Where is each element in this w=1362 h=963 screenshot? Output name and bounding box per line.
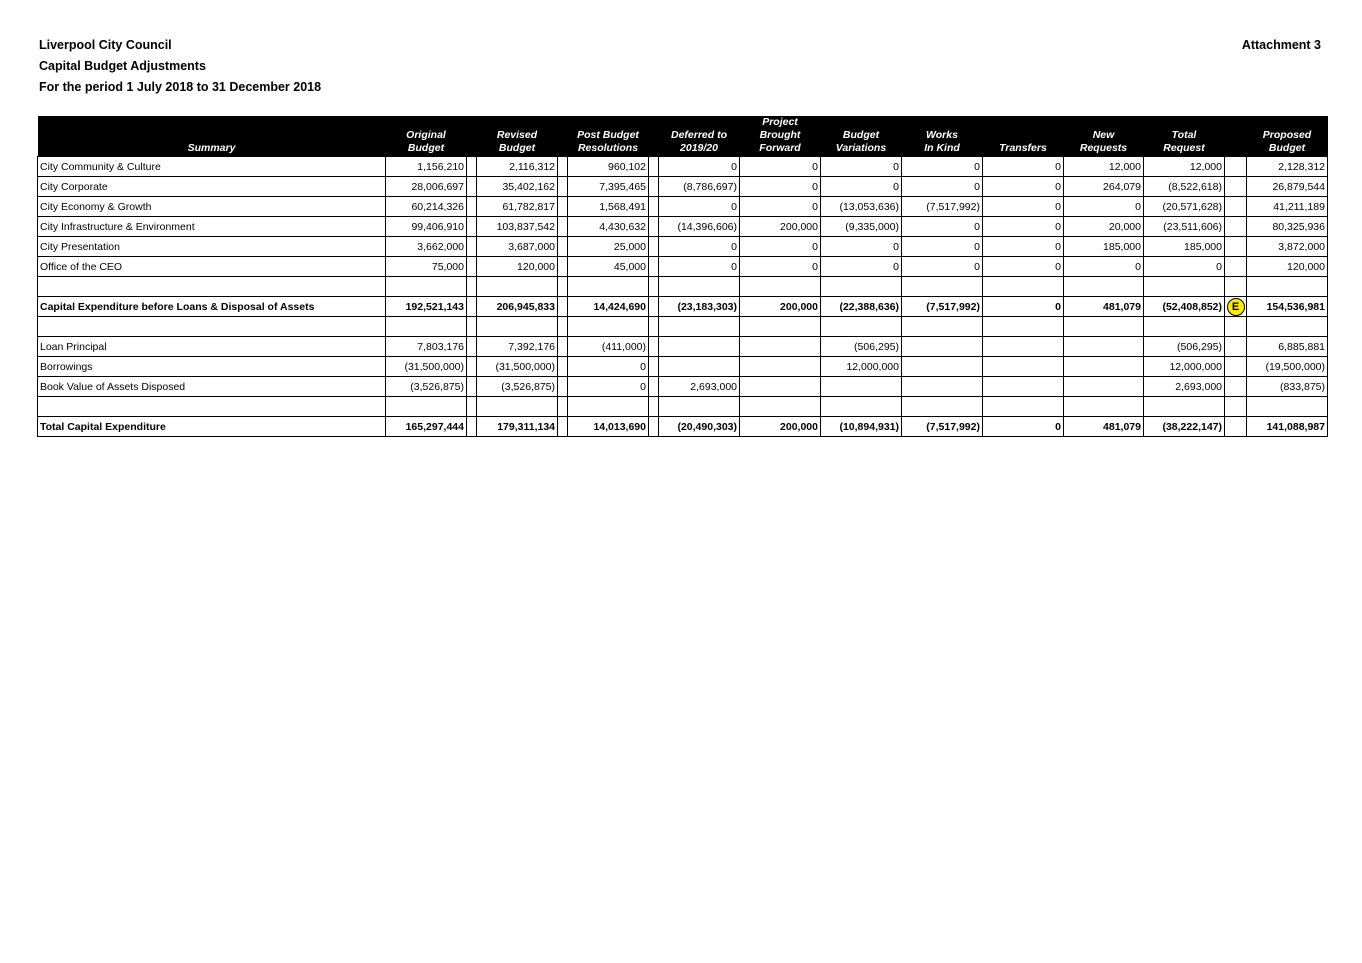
cell-deferred: (8,786,697)	[659, 177, 740, 197]
cell-deferred	[659, 337, 740, 357]
cell-proposed: (833,875)	[1247, 377, 1328, 397]
spacer-cell	[649, 177, 659, 197]
spacer-cell	[649, 377, 659, 397]
spacer-cell	[558, 177, 568, 197]
cell-transfers: 0	[983, 297, 1064, 317]
cell-works: 0	[902, 257, 983, 277]
cell-post	[568, 277, 649, 297]
table-row	[38, 297, 1328, 317]
cell-total: (20,571,628)	[1144, 197, 1225, 217]
cell-proposed: 80,325,936	[1247, 217, 1328, 237]
spacer-cell	[649, 197, 659, 217]
cell-project: 200,000	[740, 297, 821, 317]
cell-revised: (3,526,875)	[477, 377, 558, 397]
cell-revised: 61,782,817	[477, 197, 558, 217]
cell-variations: 0	[821, 237, 902, 257]
cell-deferred: (23,183,303)	[659, 297, 740, 317]
cell-revised: 206,945,833	[477, 297, 558, 317]
spacer-cell	[649, 237, 659, 257]
cell-deferred: 0	[659, 257, 740, 277]
table-body	[38, 157, 1328, 437]
cell-original: 165,297,444	[386, 417, 467, 437]
col-header-post-budget-resolutions: Post Budget Resolutions	[568, 116, 649, 157]
cell-proposed: 41,211,189	[1247, 197, 1328, 217]
cell-variations: 12,000,000	[821, 357, 902, 377]
spacer-cell	[558, 277, 568, 297]
cell-newreq: 481,079	[1064, 297, 1144, 317]
cell-proposed: (19,500,000)	[1247, 357, 1328, 377]
cell-proposed: 141,088,987	[1247, 417, 1328, 437]
table-row	[38, 317, 1328, 337]
cell-works	[902, 357, 983, 377]
cell-transfers	[983, 317, 1064, 337]
cell-total: 2,693,000	[1144, 377, 1225, 397]
cell-project	[740, 277, 821, 297]
cell-newreq: 20,000	[1064, 217, 1144, 237]
cell-deferred: (14,396,606)	[659, 217, 740, 237]
row-label: Office of the CEO	[38, 257, 386, 277]
cell-variations: (9,335,000)	[821, 217, 902, 237]
spacer-cell	[558, 317, 568, 337]
cell-project	[740, 337, 821, 357]
cell-post: 4,430,632	[568, 217, 649, 237]
spacer-cell	[467, 397, 477, 417]
row-label: City Presentation	[38, 237, 386, 257]
row-label: Total Capital Expenditure	[38, 417, 386, 437]
cell-total	[1144, 277, 1225, 297]
cell-total: 12,000,000	[1144, 357, 1225, 377]
table-header-row	[38, 116, 1328, 157]
cell-total	[1144, 317, 1225, 337]
cell-deferred	[659, 317, 740, 337]
cell-post: 1,568,491	[568, 197, 649, 217]
cell-transfers	[983, 377, 1064, 397]
marker-cell	[1225, 157, 1247, 177]
col-header-revised-budget: Revised Budget	[477, 116, 558, 157]
cell-variations	[821, 397, 902, 417]
cell-revised: 3,687,000	[477, 237, 558, 257]
table-row	[38, 337, 1328, 357]
cell-proposed: 2,128,312	[1247, 157, 1328, 177]
col-header-proposed-budget: Proposed Budget	[1247, 116, 1328, 157]
cell-total: (23,511,606)	[1144, 217, 1225, 237]
cell-original: 3,662,000	[386, 237, 467, 257]
col-header-new-requests: New Requests	[1064, 116, 1144, 157]
cell-total	[1144, 397, 1225, 417]
cell-transfers	[983, 277, 1064, 297]
spacer-cell	[467, 357, 477, 377]
cell-post	[568, 397, 649, 417]
cell-proposed: 6,885,881	[1247, 337, 1328, 357]
spacer-cell	[467, 297, 477, 317]
cell-revised	[477, 277, 558, 297]
marker-cell	[1225, 397, 1247, 417]
cell-deferred	[659, 357, 740, 377]
cell-project: 0	[740, 257, 821, 277]
spacer-cell	[467, 177, 477, 197]
cell-variations: 0	[821, 157, 902, 177]
spacer-cell	[558, 297, 568, 317]
spacer-cell	[649, 217, 659, 237]
cell-revised: 2,116,312	[477, 157, 558, 177]
spacer-cell	[649, 397, 659, 417]
cell-revised	[477, 397, 558, 417]
cell-total: (38,222,147)	[1144, 417, 1225, 437]
row-label: Loan Principal	[38, 337, 386, 357]
col-header-budget-variations: Budget Variations	[821, 116, 902, 157]
cell-project	[740, 317, 821, 337]
cell-project: 0	[740, 237, 821, 257]
cell-deferred: (20,490,303)	[659, 417, 740, 437]
col-header-transfers: Transfers	[983, 116, 1064, 157]
cell-proposed: 120,000	[1247, 257, 1328, 277]
cell-works: 0	[902, 217, 983, 237]
cell-deferred: 2,693,000	[659, 377, 740, 397]
marker-cell	[1225, 277, 1247, 297]
cell-variations: 0	[821, 177, 902, 197]
cell-post: (411,000)	[568, 337, 649, 357]
table-row	[38, 357, 1328, 377]
cell-variations: (10,894,931)	[821, 417, 902, 437]
spacer-cell	[558, 397, 568, 417]
cell-newreq: 264,079	[1064, 177, 1144, 197]
row-label: Borrowings	[38, 357, 386, 377]
cell-proposed	[1247, 397, 1328, 417]
cell-newreq	[1064, 277, 1144, 297]
cell-proposed	[1247, 277, 1328, 297]
marker-cell	[1225, 297, 1247, 317]
spacer-cell	[467, 277, 477, 297]
spacer-cell	[649, 337, 659, 357]
cell-newreq: 0	[1064, 197, 1144, 217]
cell-project	[740, 397, 821, 417]
spacer-cell	[558, 337, 568, 357]
cell-project: 0	[740, 177, 821, 197]
cell-post: 960,102	[568, 157, 649, 177]
table-row	[38, 217, 1328, 237]
table-row	[38, 237, 1328, 257]
cell-proposed: 3,872,000	[1247, 237, 1328, 257]
cell-original: (31,500,000)	[386, 357, 467, 377]
row-label	[38, 277, 386, 297]
cell-deferred: 0	[659, 237, 740, 257]
cell-post: 14,424,690	[568, 297, 649, 317]
spacer-cell	[467, 217, 477, 237]
cell-original: (3,526,875)	[386, 377, 467, 397]
annotation-marker: E	[1227, 298, 1245, 316]
cell-original	[386, 277, 467, 297]
cell-total: (8,522,618)	[1144, 177, 1225, 197]
row-label: Book Value of Assets Disposed	[38, 377, 386, 397]
council-name: Liverpool City Council	[39, 38, 172, 52]
spacer-cell	[558, 217, 568, 237]
cell-revised	[477, 317, 558, 337]
marker-cell	[1225, 177, 1247, 197]
marker-cell	[1225, 417, 1247, 437]
cell-post: 25,000	[568, 237, 649, 257]
row-label	[38, 317, 386, 337]
report-title: Capital Budget Adjustments	[39, 59, 206, 73]
cell-transfers	[983, 357, 1064, 377]
table-row	[38, 177, 1328, 197]
spacer-cell	[649, 277, 659, 297]
spacer-cell	[467, 417, 477, 437]
cell-revised: 35,402,162	[477, 177, 558, 197]
cell-project: 0	[740, 197, 821, 217]
cell-post: 45,000	[568, 257, 649, 277]
marker-cell	[1225, 337, 1247, 357]
spacer-cell	[467, 317, 477, 337]
cell-works	[902, 317, 983, 337]
attachment-label: Attachment 3	[1241, 38, 1321, 52]
cell-transfers: 0	[983, 417, 1064, 437]
spacer-cell	[558, 257, 568, 277]
col-header-works-in-kind: Works In Kind	[902, 116, 983, 157]
cell-deferred	[659, 397, 740, 417]
spacer-cell	[558, 417, 568, 437]
table-row	[38, 417, 1328, 437]
cell-deferred: 0	[659, 157, 740, 177]
cell-original: 1,156,210	[386, 157, 467, 177]
table-row	[38, 257, 1328, 277]
cell-transfers	[983, 337, 1064, 357]
cell-works: (7,517,992)	[902, 297, 983, 317]
cell-newreq	[1064, 317, 1144, 337]
marker-cell	[1225, 257, 1247, 277]
spacer-cell	[649, 357, 659, 377]
cell-deferred	[659, 277, 740, 297]
cell-transfers: 0	[983, 217, 1064, 237]
row-label: City Economy & Growth	[38, 197, 386, 217]
spacer-cell	[558, 357, 568, 377]
spacer-cell	[649, 257, 659, 277]
cell-original	[386, 397, 467, 417]
cell-newreq: 12,000	[1064, 157, 1144, 177]
spacer-cell	[558, 377, 568, 397]
spacer-cell	[558, 197, 568, 217]
spacer-cell	[467, 377, 477, 397]
row-label: City Corporate	[38, 177, 386, 197]
col-header-summary: Summary	[38, 116, 386, 157]
spacer-cell	[649, 157, 659, 177]
cell-works	[902, 277, 983, 297]
col-header-deferred: Deferred to 2019/20	[659, 116, 740, 157]
row-label: City Infrastructure & Environment	[38, 217, 386, 237]
col-header-project-brought-forward: Project Brought Forward	[740, 116, 821, 157]
spacer-cell	[467, 337, 477, 357]
cell-newreq	[1064, 377, 1144, 397]
cell-variations: (506,295)	[821, 337, 902, 357]
cell-original: 7,803,176	[386, 337, 467, 357]
table-row	[38, 277, 1328, 297]
cell-works	[902, 337, 983, 357]
capital-budget-table	[37, 116, 1328, 437]
cell-total: 12,000	[1144, 157, 1225, 177]
cell-transfers: 0	[983, 177, 1064, 197]
table-row	[38, 157, 1328, 177]
row-label: Capital Expenditure before Loans & Disposal of Assets	[38, 297, 386, 317]
cell-transfers	[983, 397, 1064, 417]
col-header-total-request: Total Request	[1144, 116, 1225, 157]
marker-cell	[1225, 197, 1247, 217]
report-period: For the period 1 July 2018 to 31 December 2018	[39, 80, 322, 94]
cell-post: 0	[568, 377, 649, 397]
cell-variations: (13,053,636)	[821, 197, 902, 217]
cell-project: 200,000	[740, 417, 821, 437]
col-header-original-budget: Original Budget	[386, 116, 467, 157]
cell-revised: 120,000	[477, 257, 558, 277]
cell-project: 200,000	[740, 217, 821, 237]
cell-newreq: 0	[1064, 257, 1144, 277]
spacer-cell	[558, 157, 568, 177]
cell-post	[568, 317, 649, 337]
cell-revised: 103,837,542	[477, 217, 558, 237]
cell-variations	[821, 277, 902, 297]
cell-original	[386, 317, 467, 337]
cell-newreq	[1064, 357, 1144, 377]
cell-proposed	[1247, 317, 1328, 337]
cell-total: 0	[1144, 257, 1225, 277]
marker-cell	[1225, 317, 1247, 337]
marker-cell	[1225, 377, 1247, 397]
cell-transfers: 0	[983, 237, 1064, 257]
table-row	[38, 397, 1328, 417]
cell-transfers: 0	[983, 197, 1064, 217]
spacer-cell	[649, 297, 659, 317]
cell-project	[740, 377, 821, 397]
cell-proposed: 154,536,981	[1247, 297, 1328, 317]
spacer-cell	[467, 197, 477, 217]
cell-revised: 7,392,176	[477, 337, 558, 357]
cell-post: 14,013,690	[568, 417, 649, 437]
cell-project: 0	[740, 157, 821, 177]
cell-proposed: 26,879,544	[1247, 177, 1328, 197]
cell-works: 0	[902, 157, 983, 177]
cell-works	[902, 377, 983, 397]
spacer-cell	[467, 237, 477, 257]
cell-works: (7,517,992)	[902, 197, 983, 217]
cell-works: 0	[902, 177, 983, 197]
row-label	[38, 397, 386, 417]
cell-works	[902, 397, 983, 417]
cell-total: (52,408,852)	[1144, 297, 1225, 317]
cell-variations	[821, 317, 902, 337]
cell-post: 7,395,465	[568, 177, 649, 197]
cell-post: 0	[568, 357, 649, 377]
cell-transfers: 0	[983, 157, 1064, 177]
cell-revised: (31,500,000)	[477, 357, 558, 377]
cell-total: 185,000	[1144, 237, 1225, 257]
row-label: City Community & Culture	[38, 157, 386, 177]
cell-project	[740, 357, 821, 377]
spacer-cell	[649, 417, 659, 437]
marker-cell	[1225, 237, 1247, 257]
cell-variations: 0	[821, 257, 902, 277]
cell-works: (7,517,992)	[902, 417, 983, 437]
cell-original: 60,214,326	[386, 197, 467, 217]
cell-revised: 179,311,134	[477, 417, 558, 437]
marker-cell	[1225, 357, 1247, 377]
cell-original: 99,406,910	[386, 217, 467, 237]
spacer-cell	[558, 237, 568, 257]
cell-total: (506,295)	[1144, 337, 1225, 357]
cell-original: 28,006,697	[386, 177, 467, 197]
cell-works: 0	[902, 237, 983, 257]
cell-variations: (22,388,636)	[821, 297, 902, 317]
cell-transfers: 0	[983, 257, 1064, 277]
cell-newreq: 185,000	[1064, 237, 1144, 257]
table-row	[38, 377, 1328, 397]
marker-cell	[1225, 217, 1247, 237]
cell-newreq: 481,079	[1064, 417, 1144, 437]
cell-variations	[821, 377, 902, 397]
spacer-cell	[467, 157, 477, 177]
cell-newreq	[1064, 337, 1144, 357]
cell-deferred: 0	[659, 197, 740, 217]
spacer-cell	[649, 317, 659, 337]
table-row	[38, 197, 1328, 217]
cell-original: 75,000	[386, 257, 467, 277]
cell-newreq	[1064, 397, 1144, 417]
cell-original: 192,521,143	[386, 297, 467, 317]
spacer-cell	[467, 257, 477, 277]
